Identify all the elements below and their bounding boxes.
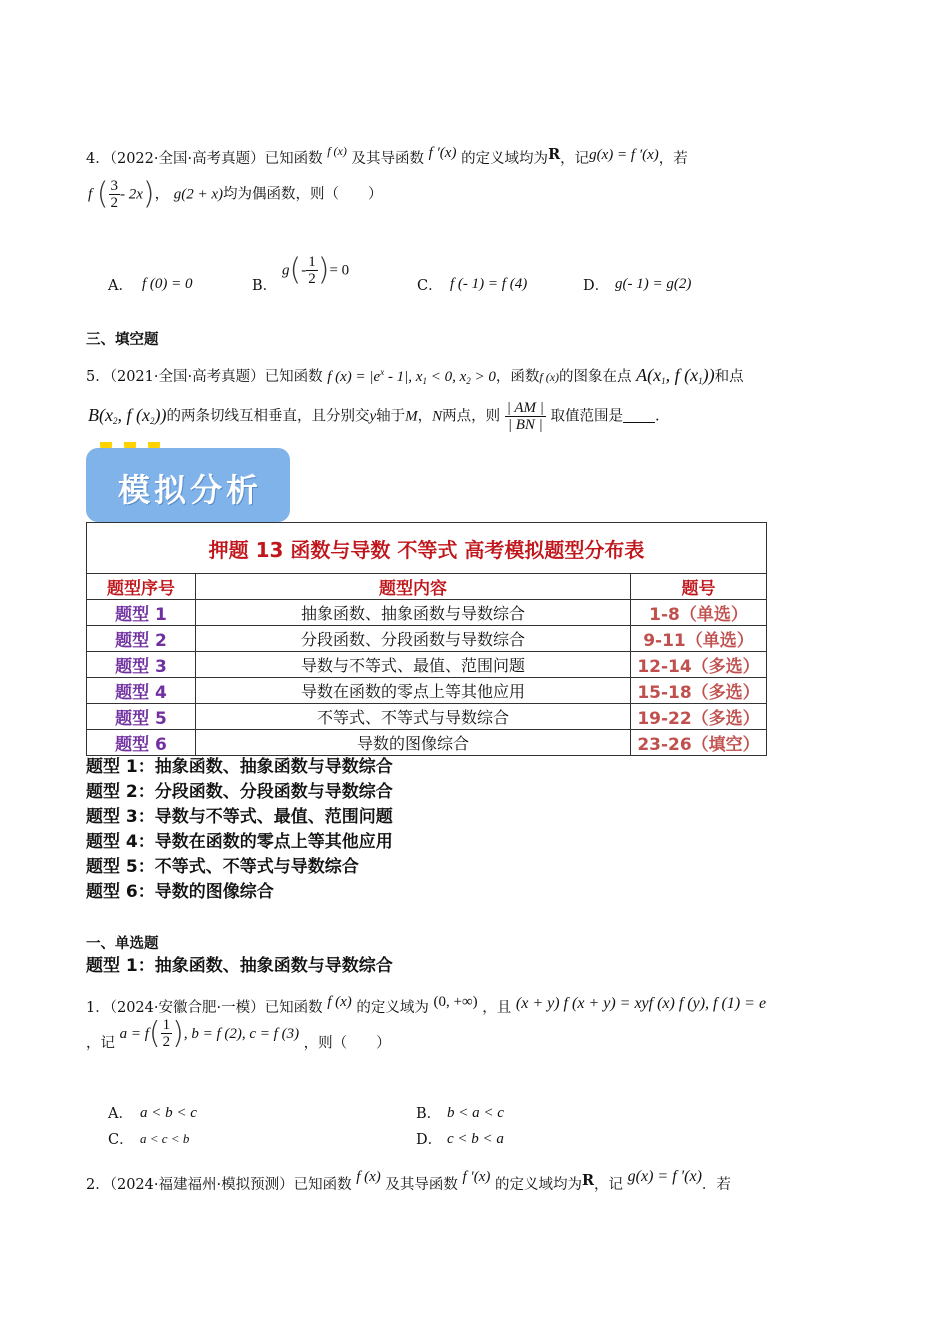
q4-R: R (548, 146, 561, 163)
q4-optA-label: A． (108, 278, 133, 294)
table-row (87, 730, 767, 756)
list-item: 题型 5：不等式、不等式与导数综合 (86, 857, 359, 877)
q4-source: （2022·全国·高考真题） (109, 151, 265, 167)
type-list (86, 755, 393, 905)
table-row (87, 626, 767, 652)
q1-options (108, 1104, 608, 1150)
q5-function: f $(x) = |e^x - 1|$, $x_1 < 0$, $x_2 > 0$ (327, 367, 496, 386)
q4-options (108, 254, 728, 298)
q4-optB: g(- $\frac{1}{2}$ )= 0 (282, 252, 350, 288)
q5-pointB: $B(x_2$, f $(x_2)$) (88, 404, 167, 426)
q1-optD: c < b < a (447, 1131, 504, 1147)
list-item: 题型 3：导数与不等式、最值、范围问题 (86, 807, 393, 827)
table-row (87, 678, 767, 704)
q1-line2: ，记 a = f( $\frac{1}{2}$ ), b = f (2), c = f (3) ，则（ ） (86, 1015, 391, 1052)
q1-optB-label: B． (416, 1106, 442, 1122)
distribution-table (86, 522, 767, 756)
q1-optB: b < a < c (447, 1105, 504, 1121)
q4-optA: f (0) = 0 (142, 276, 193, 292)
q5-line2: $B(x_2$, f $(x_2)$)的两条切线互相垂直，且分别交y轴于M，N两点，则 $\frac{| AM |}{| BN |}$ 取值范围是 . (88, 400, 660, 433)
q5-fraction: $\frac{| AM |}{| BN |}$ (506, 400, 544, 433)
table-cell: 题型 3 (87, 652, 196, 678)
q5-pointA: $A(x_1$, f $(x_1)$) (636, 365, 715, 386)
list-item: 题型 6：导数的图像综合 (86, 882, 274, 902)
table-cell: 导数的图像综合 (196, 730, 631, 756)
table-cell: 19-22（多选） (631, 704, 767, 730)
q1-optC: a < c < b (140, 1131, 190, 1146)
table-header-row (87, 574, 767, 600)
q4-optD-label: D． (583, 278, 610, 294)
q4-text: ，记 (560, 151, 590, 167)
q1-optD-label: D． (416, 1132, 443, 1148)
q2-gdef: g(x) = f ′(x) (627, 1168, 702, 1185)
table-cell: 15-18（多选） (631, 678, 767, 704)
table-cell: 23-26（填空） (631, 730, 767, 756)
table-cell: 题型 2 (87, 626, 196, 652)
q1-optA: a < b < c (140, 1105, 197, 1121)
table-header: 题号 (631, 574, 767, 600)
table-cell: 题型 4 (87, 678, 196, 704)
q5-fx: f (x) (539, 370, 560, 384)
table-cell: 12-14（多选） (631, 652, 767, 678)
q4-optD: g(- 1) = g(2) (615, 276, 692, 292)
q5-answer-blank[interactable] (623, 408, 655, 423)
table-row (87, 652, 767, 678)
table-row (87, 704, 767, 730)
table-cell: 抽象函数、抽象函数与导数综合 (196, 600, 631, 626)
q4-text: 均为偶函数，则（ ） (223, 186, 383, 203)
q1-fx: f (x) (327, 994, 352, 1010)
section1-title: 一、单选题 (86, 936, 159, 952)
q4-fx: f (x) (327, 144, 347, 158)
q1-domain: (0, +∞) (433, 994, 478, 1010)
q4-text: 及其导函数 (351, 151, 424, 167)
table-cell: 1-8（单选） (631, 600, 767, 626)
q1-optC-label: C． (108, 1132, 134, 1148)
list-item: 题型 1：抽象函数、抽象函数与导数综合 (86, 757, 393, 777)
table-caption-row (87, 523, 767, 574)
q5-source: （2021·全国·高考真题） (109, 369, 265, 385)
list-item: 题型 4：导数在函数的零点上等其他应用 (86, 832, 393, 852)
q4-optB-label: B． (252, 278, 278, 294)
q2-fx: f (x) (356, 1169, 381, 1185)
table-caption: 押题 13 函数与导数 不等式 高考模拟题型分布表 (87, 523, 767, 574)
q4-optC-label: C． (417, 278, 443, 294)
q2-line1: 2．（2024·福建福州·模拟预测）已知函数 f (x) 及其导函数 f ′(x) 的定义域均为R，记 g(x) = f ′(x)．若 (86, 1168, 731, 1193)
table-cell: 不等式、不等式与导数综合 (196, 704, 631, 730)
table-cell: 题型 5 (87, 704, 196, 730)
table-cell: 题型 6 (87, 730, 196, 756)
table-row (87, 600, 767, 626)
q4-optC: f (- 1) = f (4) (450, 276, 528, 292)
q4-f-arg: - 2x (120, 186, 143, 203)
q4-number: 4． (86, 151, 110, 167)
section1-type: 题型 1：抽象函数、抽象函数与导数综合 (86, 956, 393, 976)
q1-optA-label: A． (108, 1106, 133, 1122)
q2-fprime: f ′(x) (462, 1169, 491, 1185)
q1-source: （2024·安徽合肥·一模） (109, 1000, 265, 1016)
table-cell: 9-11（单选） (631, 626, 767, 652)
table-header: 题型序号 (87, 574, 196, 600)
table-header: 题型内容 (196, 574, 631, 600)
section3-title: 三、填空题 (86, 332, 159, 348)
table-cell: 题型 1 (87, 600, 196, 626)
q4-fprime: f ′(x) (428, 145, 457, 161)
table-cell: 导数在函数的零点上等其他应用 (196, 678, 631, 704)
q5-line1: 5．（2021·全国·高考真题）已知函数 f $(x) = |e^x - 1|$, $x_1 < 0$, $x_2 > 0$，函数f (x)的图象在点 $A(x_1$, f $(x_1)$)和点 (86, 365, 744, 386)
q4-fraction: $\frac{3}{2}$ (110, 178, 118, 211)
q4-line1 (86, 141, 688, 169)
q4-g2x: g(2 + x) (173, 186, 224, 203)
banner-title: 模拟分析 (118, 471, 263, 509)
q4-f: f (88, 186, 93, 203)
q4-gdef: g(x) = f ′(x) (589, 147, 659, 163)
table-cell: 分段函数、分段函数与导数综合 (196, 626, 631, 652)
q4-text: 已知函数 (264, 151, 323, 167)
q1-defs: a = f( $\frac{1}{2}$ ), b = f (2), c = f (3) (119, 1015, 300, 1051)
q4-text: ，若 (658, 151, 688, 167)
q1-equation: (x + y) f (x + y) = xyf (x) f (y), f (1) = e (515, 995, 767, 1012)
q4-text: 的定义域均为 (461, 151, 549, 167)
table-cell: 导数与不等式、最值、范围问题 (196, 652, 631, 678)
q1-line1: 1．（2024·安徽合肥·一模）已知函数 f (x) 的定义域为 (0, +∞) ，且 (x + y) f (x + y) = xyf (x) f (y), f (1) = e (86, 994, 767, 1016)
q4-line2: f ( $\frac{3}{2}$ - 2x)， g(2 + x)均为偶函数，则（ ） (88, 176, 383, 212)
list-item: 题型 2：分段函数、分段函数与导数综合 (86, 782, 393, 802)
q2-source: （2024·福建福州·模拟预测） (109, 1177, 294, 1193)
